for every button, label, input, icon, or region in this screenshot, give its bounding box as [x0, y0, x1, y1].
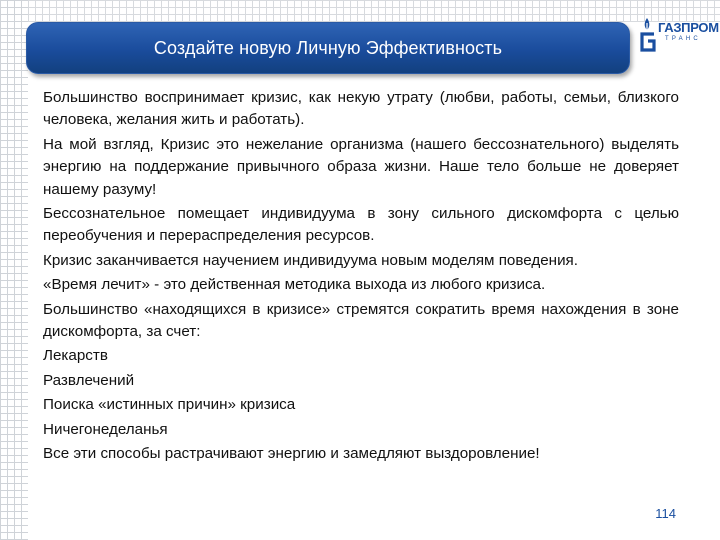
gazprom-logo [636, 14, 719, 54]
list-item-medicines: Лекарств [43, 347, 108, 365]
page-number: 114 [655, 506, 676, 521]
paragraph-conclusion: Все эти способы растрачивают энергию и замедляют выздоровление! [43, 445, 540, 463]
paragraph-crisis-ends: Кризис заканчивается научением индивидуума новым моделям поведения. [43, 251, 579, 269]
logo-subtext: ТРАНС [665, 36, 701, 42]
paragraph-time-heals: «Время лечит» - это действенная методика выхода из любого кризиса. [43, 276, 546, 294]
paragraph-crisis-definition: На мой взгляд, Кризис это нежелание организма (нашего бессознательного) выделять энергию на поддержание привычного образа жизни. Наше тело больше не доверяет нашему разуму! [43, 135, 679, 198]
paragraph-shorten-discomfort: Большинство «находящихся в кризисе» стремятся сократить время нахождения в зоне дискомфорта, за счет: [43, 300, 679, 341]
list-item-entertainment: Развлечений [43, 371, 135, 389]
slide-body [43, 87, 679, 468]
gazprom-flame-icon [636, 14, 658, 54]
grid-background-top [0, 0, 720, 22]
paragraph-discomfort-zone: Бессознательное помещает индивидуума в зону сильного дискомфорта с целью переобучения и перераспределения ресурсов. [43, 205, 679, 245]
paragraph-crisis-as-loss: Большинство воспринимает кризис, как некую утрату (любви, работы, семьи, близкого человека, желания жить и работать). [43, 89, 679, 129]
slide-title: Создайте новую Личную Эффективность [153, 37, 503, 58]
title-bar [26, 22, 630, 74]
list-item-search-causes: Поиска «истинных причин» кризиса [43, 396, 296, 414]
logo-wordmark: ГАЗПРОМ [658, 20, 719, 35]
grid-background-left [0, 0, 28, 540]
list-item-idleness: Ничегонеделанья [43, 420, 168, 438]
